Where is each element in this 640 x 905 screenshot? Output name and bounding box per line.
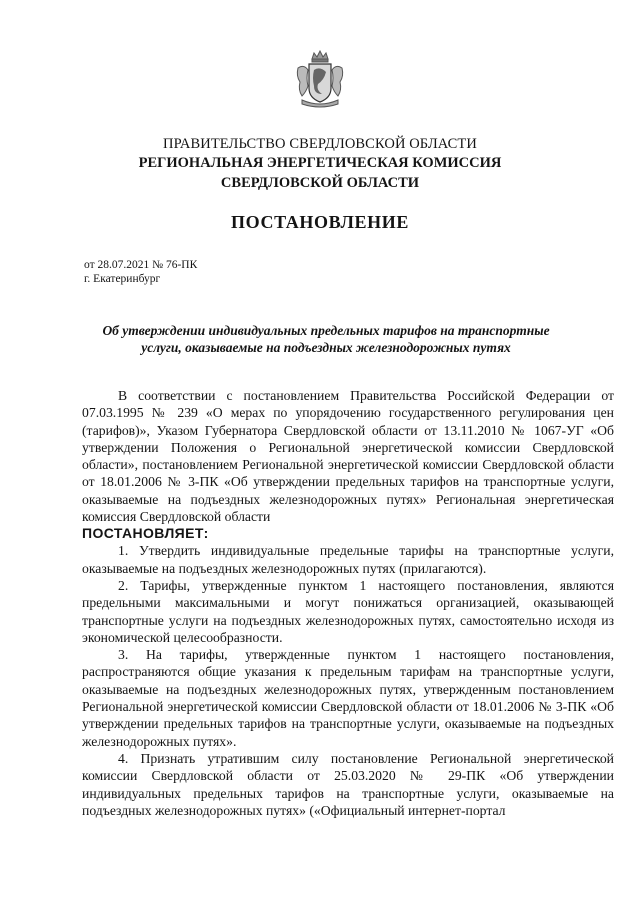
document-body — [82, 387, 614, 819]
date-number: от 28.07.2021 № 76-ПК — [84, 259, 198, 271]
document-subject: Об утверждении индивидуальных предельных тарифов на транспортные услуги, оказываемые на подъездных железнодорожных путях — [102, 323, 550, 355]
commission-title-line2: СВЕРДЛОВСКОЙ ОБЛАСТИ — [220, 175, 420, 191]
city: г. Екатеринбург — [84, 273, 161, 285]
decree-word: ПОСТАНОВЛЯЕТ: — [82, 525, 209, 542]
government-title: ПРАВИТЕЛЬСТВО СВЕРДЛОВСКОЙ ОБЛАСТИ — [163, 136, 477, 152]
item-1: 1. Утвердить индивидуальные предельные тарифы на транспортные услуги, оказываемые на подъездных железнодорожных путях (прилагаются). — [82, 543, 614, 576]
item-4: 4. Признать утратившим силу постановление Региональной энергетической комиссии Свердловской области от 25.03.2020 № 29-ПК «Об утверждении индивидуальных предельных тарифов на транспортные услуги, оказываемые на подъездных железнодорожных путях» («Официальный интернет-портал — [82, 750, 614, 818]
commission-title-line1: РЕГИОНАЛЬНАЯ ЭНЕРГЕТИЧЕСКАЯ КОМИССИЯ — [138, 155, 502, 171]
item-2: 2. Тарифы, утвержденные пунктом 1 настоящего постановления, являются предельными максимальными и могут понижаться организацией, оказывающей транспортные услуги на подъездных железнодорожных путях, самостоятельно исходя из экономической целесообразности. — [82, 577, 614, 645]
document-type-title: ПОСТАНОВЛЕНИЕ — [231, 212, 409, 232]
coat-of-arms-emblem — [294, 50, 346, 110]
item-3: 3. На тарифы, утвержденные пунктом 1 настоящего постановления, распространяются общие указания к предельным тарифам на транспортные услуги, оказываемые на подъездных железнодорожных путях, утвержденным постановлением Региональной энергетической комиссии Свердловской области от 18.01.2006 № 3-ПК «Об утверждении предельных тарифов на транспортные услуги, оказываемые на подъездных железнодорожных путях». — [82, 647, 614, 749]
preamble-paragraph: В соответствии с постановлением Правительства Российской Федерации от 07.03.1995 № 239 «О мерах по упорядочению государственного регулирования цен (тарифов)», Указом Губернатора Свердловской области от 13.11.2010 № 1067-УГ «Об утверждении Положения о Региональной энергетической комиссии Свердловской области», постановлением Региональной энергетической комиссии Свердловской области от 18.01.2006 № 3-ПК «Об утверждении предельных тарифов на транспортные услуги, оказываемые на подъездных железнодорожных путях» Региональная энергетическая комиссия Свердловской области — [82, 388, 614, 525]
